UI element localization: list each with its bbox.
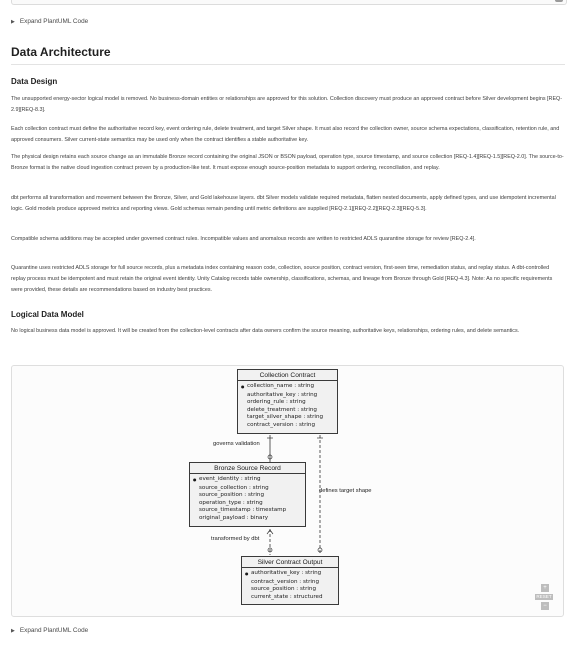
data-design-heading: Data Design <box>11 77 58 86</box>
entity-field: delete_treatment : string <box>247 406 317 413</box>
entity-field: authoritative_key : string <box>247 391 318 398</box>
zoom-out-button[interactable]: − <box>541 602 549 610</box>
paragraph: Quarantine uses restricted ADLS storage for full source records, plus a metadata index containing reason code, collection, source position, contract version, first-seen time, remediation status, and replay status. A dbt-controlled replay process must be idempotent and must retain the original event identity. Unity Catalog records table ownership, classifications, schemas, and lineage from Bronze through Gold [REQ-4.3]. Note: As no specific requirements were provided, these details are recommendations based on industry best practices. <box>11 265 553 293</box>
expand-plantuml-bottom[interactable] <box>11 627 88 634</box>
entity-field: ● event_identity : string <box>193 476 302 485</box>
paragraph: Each collection contract must define the authoritative record key, event ordering rule, delete treatment, and target Silver shape. It must also record the collection owner, source schema expectations, classification, retention rule, and approved consumers. Silver current-state semantics may be used only when the contract identifies a stable authoritative key. <box>11 126 560 143</box>
entity-field: source_position : string <box>199 492 265 499</box>
paragraph: dbt performs all transformation and movement between the Bronze, Silver, and Gold lakehouse layers. dbt Silver models validate required metadata, flatten nested documents, apply defined types, and use idempotent incremental logic. Gold models produce approved metrics and reporting views. Gold schemas remain pending until metric definitions are supplied [REQ-2.1][REQ-2.2][REQ-2.3][REQ-5.3]. <box>11 195 556 212</box>
relation-label-governs: governs validation <box>213 441 260 447</box>
entity-silver-contract-output <box>241 556 339 605</box>
entity-field: contract_version : string <box>247 421 316 428</box>
expand-plantuml-label: Expand PlantUML Code <box>19 18 89 25</box>
entity-collection-contract <box>237 369 338 434</box>
entity-field: current_state : structured <box>251 593 323 600</box>
relation-label-defines: defines target shape <box>319 488 372 494</box>
entity-field: original_payload : binary <box>199 514 269 521</box>
entity-title: Bronze Source Record <box>190 463 305 474</box>
entity-field: source_collection : string <box>199 484 269 491</box>
paragraph: The physical design retains each source change as an immutable Bronze record containing the original JSON or BSON payload, operation type, source timestamp, and source collection [REQ-1.4][REQ-1.5][REQ-2.0]. The source-to-Bronze format is the native cloud ingestion contract proven by a production-like test. It must expose enough source-position metadata to support ordering, reconciliation, and replay. <box>11 154 564 171</box>
entity-field: ordering_rule : string <box>247 399 306 406</box>
zoom-in-button[interactable]: + <box>541 584 549 592</box>
entity-field: operation_type : string <box>199 499 263 506</box>
entity-field: source_timestamp : timestamp <box>199 507 287 514</box>
triangle-right-icon: ▶ <box>11 627 15 634</box>
triangle-right-icon: ▶ <box>11 18 15 25</box>
entity-field: source_position : string <box>251 586 317 593</box>
plantuml-diagram[interactable] <box>11 365 564 617</box>
scroll-handle[interactable] <box>555 0 563 2</box>
entity-title: Silver Contract Output <box>242 557 338 568</box>
section-title: Data Architecture <box>11 45 111 59</box>
entity-field: target_silver_shape : string <box>247 414 324 421</box>
entity-field: ● authoritative_key : string <box>245 570 335 579</box>
relation-label-transformed: transformed by dbt <box>211 536 260 542</box>
entity-field: contract_version : string <box>251 578 320 585</box>
paragraph: Compatible schema additions may be accepted under governed contract rules. Incompatible values and anomalous records are written to restricted ADLS quarantine storage for review [REQ-2.4]. <box>11 236 476 242</box>
entity-field: ● collection_name : string <box>241 383 334 392</box>
reset-zoom-button[interactable]: RESET <box>536 594 552 599</box>
entity-title: Collection Contract <box>238 370 337 381</box>
logical-model-heading: Logical Data Model <box>11 310 84 319</box>
paragraph: The unsupported energy-sector logical model is removed. No business-domain entities or relationships are approved for this solution. Collection discovery must produce an approved contract before Silver development begins [REQ-2.9][REQ-8.3]. <box>11 96 563 113</box>
expand-plantuml-label: Expand PlantUML Code <box>19 627 89 634</box>
title-divider <box>11 64 565 65</box>
previous-block-frame <box>11 0 567 5</box>
paragraph: No logical business data model is approved. It will be created from the collection-level contracts after data owners confirm the source meaning, authoritative keys, relationships, ordering rules, and delete semantics. <box>11 328 520 334</box>
expand-plantuml-top[interactable] <box>11 18 88 25</box>
entity-bronze-source-record <box>189 462 306 527</box>
